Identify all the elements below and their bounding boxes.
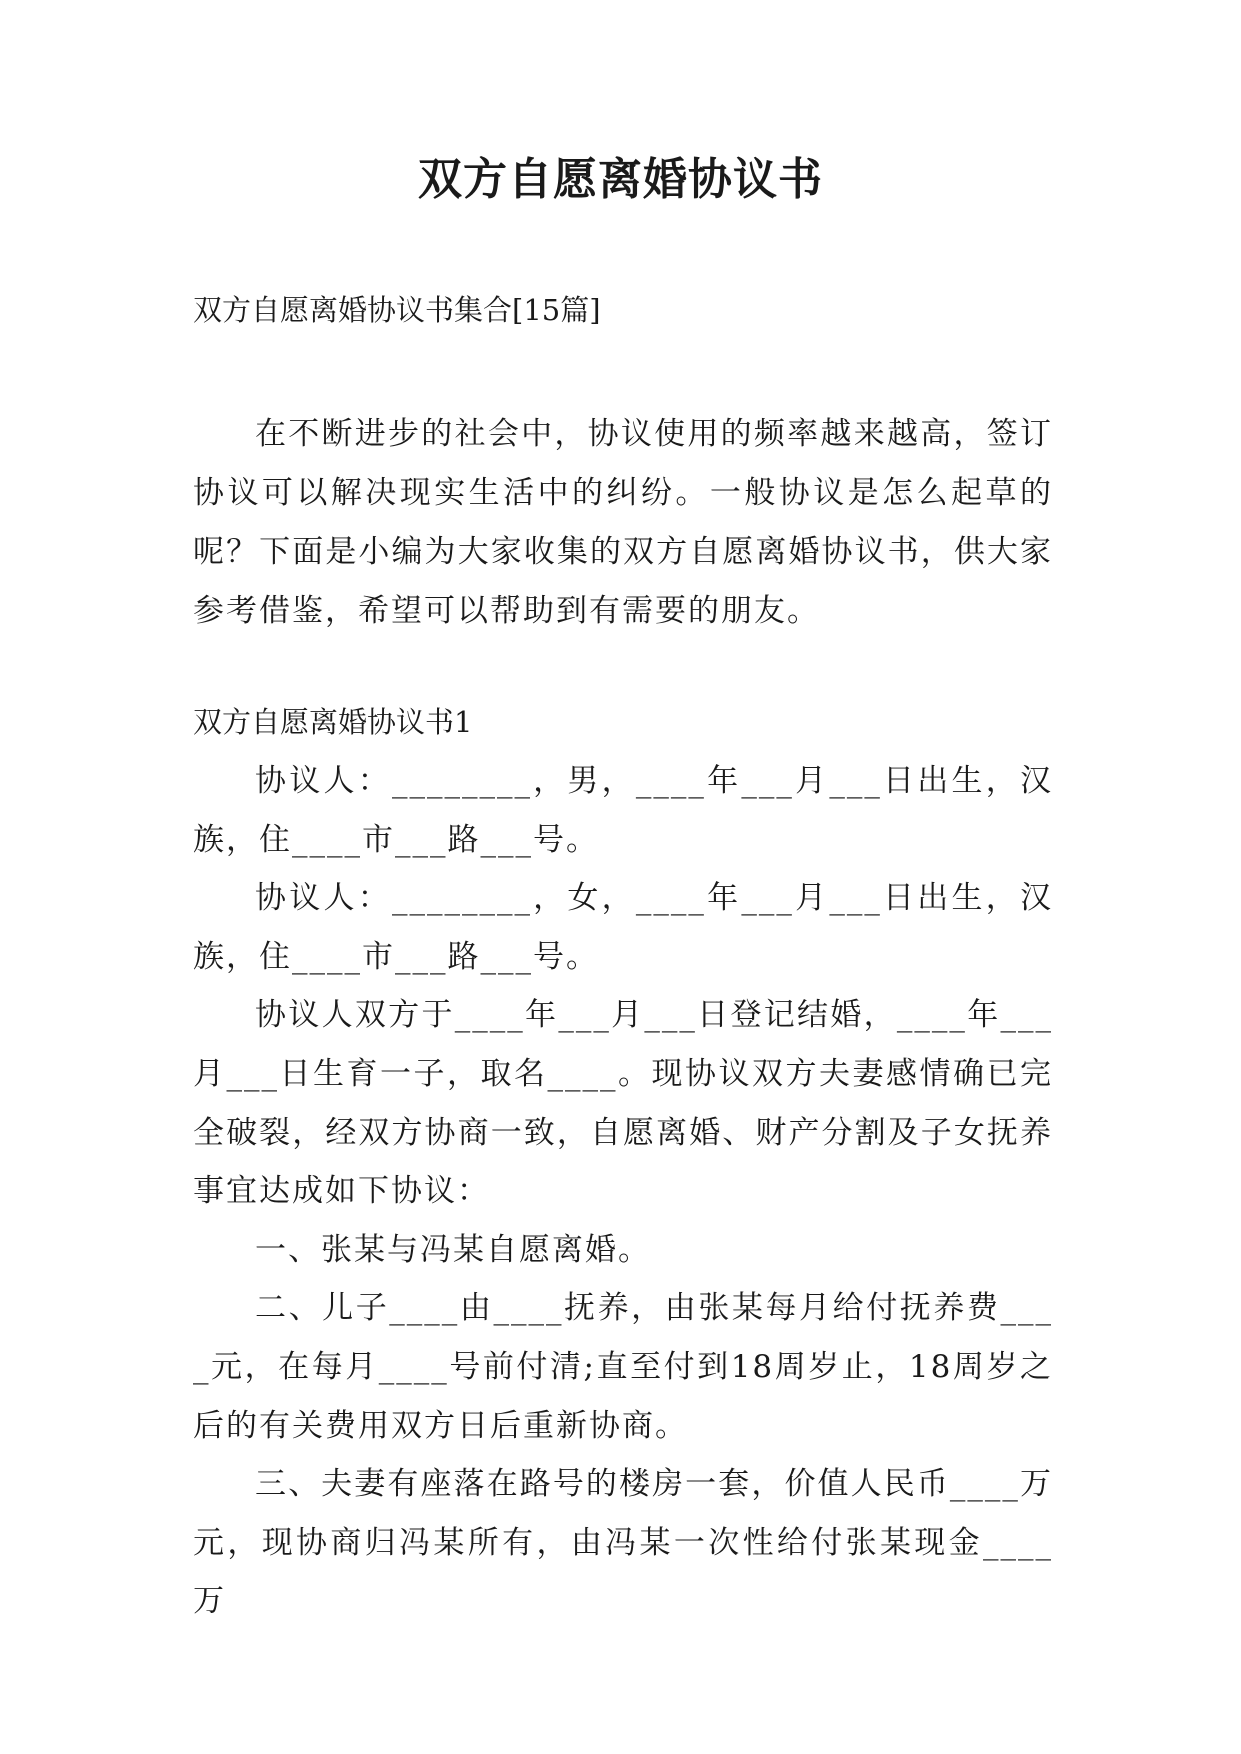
paragraph-party-male: 协议人：________，男，____年___月___日出生，汉族，住____市___路___号。 [193, 763, 1053, 858]
section-title: 双方自愿离婚协议书1 [193, 705, 473, 739]
paragraph-party-female: 协议人：________，女，____年___月___日出生，汉族，住____市___路___号。 [193, 880, 1053, 975]
paragraph-clause-2: 二、儿子____由____抚养，由张某每月给付抚养费____元，在每月____号前付清;直至付到18周岁止，18周岁之后的有关费用双方日后重新协商。 [193, 1290, 1053, 1444]
intro-text: 在不断进步的社会中，协议使用的频率越来越高，签订协议可以解决现实生活中的纠纷。一般协议是怎么起草的呢？下面是小编为大家收集的双方自愿离婚协议书，供大家参考借鉴，希望可以帮助到有需要的朋友。 [193, 416, 1053, 629]
document-subtitle: 双方自愿离婚协议书集合[15篇] [193, 293, 601, 327]
intro-paragraph [193, 405, 1053, 641]
paragraph-clause-1: 一、张某与冯某自愿离婚。 [255, 1231, 651, 1268]
document-title: 双方自愿离婚协议书 [418, 154, 823, 205]
paragraph-marriage-info: 协议人双方于____年___月___日登记结婚，____年___月___日生育一子，取名____。现协议双方夫妻感情确已完全破裂，经双方协商一致，自愿离婚、财产分割及子女抚养事宜达成如下协议： [193, 997, 1053, 1210]
agreement-body [193, 752, 1053, 1631]
paragraph-clause-3: 三、夫妻有座落在路号的楼房一套，价值人民币____万元，现协商归冯某所有，由冯某一次性给付张某现金____万 [193, 1466, 1053, 1620]
